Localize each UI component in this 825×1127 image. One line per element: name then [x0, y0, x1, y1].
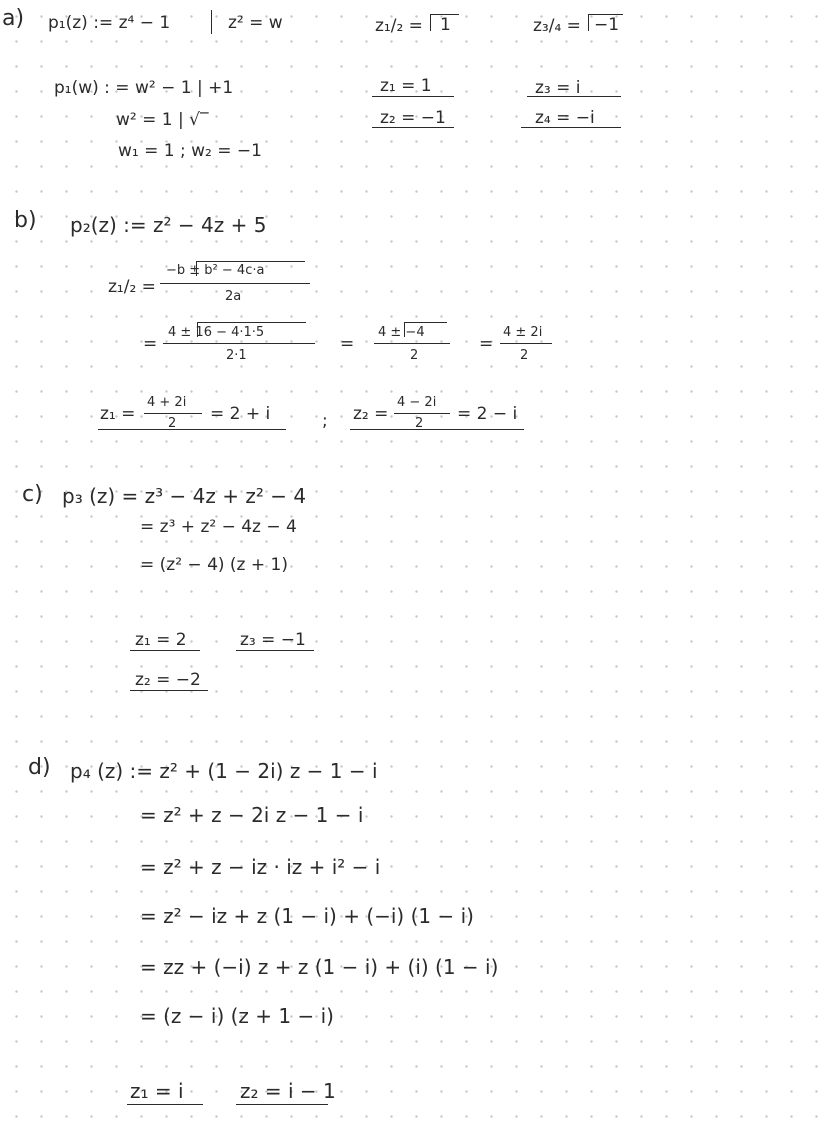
root-z2: z₂ = −2	[135, 670, 201, 690]
p4-line-3: = z² + z − iz · iz + i² − i	[140, 855, 381, 879]
p3-line-2: = z³ + z² − 4z − 4	[140, 517, 297, 537]
p4-line-5: = zz + (−i) z + z (1 − i) + (i) (1 − i)	[140, 955, 499, 979]
part-a-label: a)	[2, 6, 25, 31]
substitution-bar	[211, 10, 212, 34]
p3-line-1: p₃ (z) = z³ − 4z + z² − 4	[62, 484, 307, 508]
result-underline	[130, 650, 200, 651]
result-underline	[350, 429, 524, 430]
z12-radicand: 1	[440, 15, 451, 35]
part-c-label: c)	[22, 482, 43, 507]
fraction-bar	[394, 413, 450, 414]
fraction-bar	[500, 343, 552, 344]
w-roots: w₁ = 1 ; w₂ = −1	[118, 141, 262, 161]
part-d-label: d)	[28, 755, 51, 780]
equals: =	[340, 334, 355, 354]
z1-denominator: 2	[168, 416, 177, 431]
substituted-denominator: 2·1	[226, 348, 247, 363]
quadratic-numerator: −b ± b² − 4c·a	[166, 263, 265, 278]
result-underline	[521, 127, 621, 128]
radical-sign	[196, 261, 305, 276]
result-underline	[236, 650, 314, 651]
root-z1: z₁ = 1	[380, 76, 432, 96]
root-z1: z₁ = i	[130, 1079, 184, 1103]
root-z2: z₂ = i − 1	[240, 1079, 336, 1103]
fraction-bar	[144, 413, 202, 414]
z1-lhs: z₁ =	[100, 404, 136, 424]
part-b-label: b)	[14, 208, 37, 233]
result-numerator: 4 ± 2i	[503, 325, 543, 340]
result-underline	[130, 690, 208, 691]
p4-line-4: = z² − iz + z (1 − i) + (−i) (1 − i)	[140, 904, 474, 928]
result-underline	[127, 1104, 203, 1105]
p2-definition: p₂(z) := z² − 4z + 5	[70, 213, 267, 237]
substitution: z² = w	[228, 13, 283, 33]
p1-definition: p₁(z) := z⁴ − 1	[48, 13, 171, 33]
fraction-bar	[160, 283, 310, 284]
root-z2: z₂ = −1	[380, 108, 446, 128]
radical-sign	[404, 322, 447, 337]
z12-lhs: z₁/₂ =	[375, 16, 423, 36]
root-z3: z₃ = −1	[240, 630, 306, 650]
fraction-bar	[163, 343, 315, 344]
z2-numerator: 4 − 2i	[397, 395, 437, 410]
result-underline	[98, 429, 286, 430]
equals: =	[143, 334, 158, 354]
substituted-numerator: 4 ± 16 − 4·1·5	[168, 325, 265, 340]
result-underline	[236, 1104, 328, 1105]
simplified-numerator: 4 ± −4	[378, 325, 425, 340]
root-z4: z₄ = −i	[535, 108, 595, 128]
result-underline	[372, 127, 454, 128]
fraction-bar	[374, 343, 450, 344]
z1-result: = 2 + i	[210, 404, 271, 424]
radical-sign	[197, 322, 306, 337]
p4-line-2: = z² + z − 2i z − 1 − i	[140, 803, 364, 827]
p3-line-3: = (z² − 4) (z + 1)	[140, 555, 288, 575]
pw-definition: p₁(w) : = w² − 1 | +1	[54, 78, 234, 98]
result-underline	[527, 96, 621, 97]
separator: ;	[322, 411, 328, 431]
w-squared-equation: w² = 1 | √‾	[116, 110, 209, 130]
p4-line-6: = (z − i) (z + 1 − i)	[140, 1004, 334, 1028]
simplified-denominator: 2	[410, 348, 419, 363]
root-z1: z₁ = 2	[135, 630, 187, 650]
z1-numerator: 4 + 2i	[147, 395, 187, 410]
z34-lhs: z₃/₄ =	[533, 16, 581, 36]
p4-line-1: p₄ (z) := z² + (1 − 2i) z − 1 − i	[70, 759, 378, 783]
quadratic-lhs: z₁/₂ =	[108, 277, 156, 297]
root-z3: z₃ = i	[535, 78, 581, 98]
equals: =	[479, 334, 494, 354]
z2-lhs: z₂ =	[353, 404, 389, 424]
result-underline	[372, 96, 454, 97]
z2-result: = 2 − i	[457, 404, 518, 424]
z2-denominator: 2	[415, 416, 424, 431]
result-denominator: 2	[520, 348, 529, 363]
quadratic-denominator: 2a	[225, 289, 242, 304]
z34-radicand: −1	[594, 15, 620, 35]
